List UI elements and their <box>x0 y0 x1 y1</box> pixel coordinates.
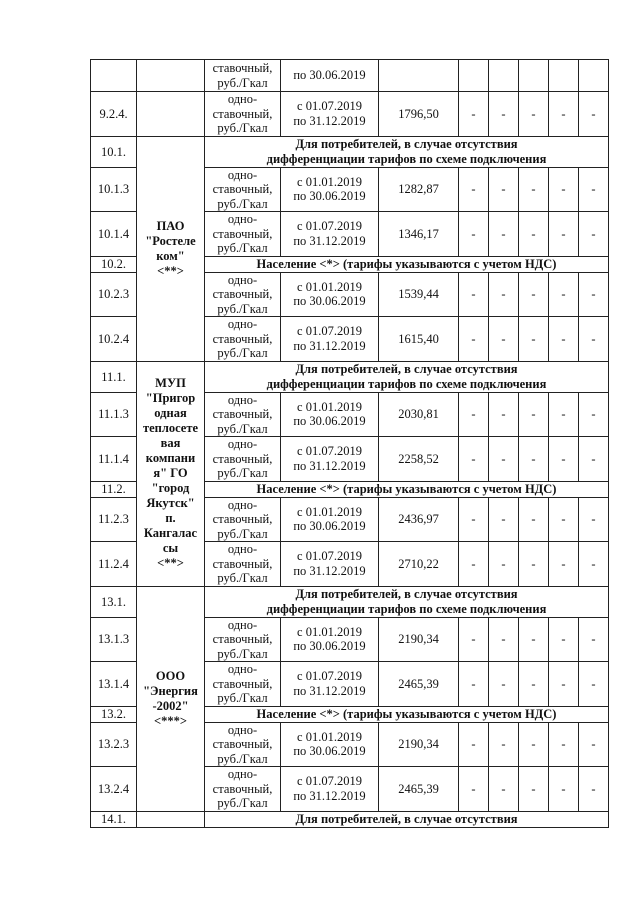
dash-cell: - <box>519 212 549 257</box>
dash-cell: - <box>459 317 489 362</box>
dash-cell <box>549 60 579 92</box>
row-number <box>91 60 137 92</box>
dash-cell: - <box>489 167 519 212</box>
row-number: 11.1. <box>91 361 137 392</box>
dash-cell: - <box>549 272 579 317</box>
row-number: 13.2.4 <box>91 767 137 812</box>
row-number: 13.2. <box>91 706 137 722</box>
dash-cell: - <box>459 92 489 137</box>
dash-cell: - <box>519 497 549 542</box>
dash-cell: - <box>519 662 549 707</box>
dash-cell: - <box>579 92 609 137</box>
tariff-value: 2030,81 <box>379 392 459 437</box>
dash-cell: - <box>519 722 549 767</box>
dash-cell: - <box>549 92 579 137</box>
dash-cell: - <box>579 542 609 587</box>
dash-cell: - <box>459 497 489 542</box>
section-heading: Население <*> (тарифы указываются с учетом НДС) <box>205 706 609 722</box>
period: с 01.07.2019 по 31.12.2019 <box>281 767 379 812</box>
row-number: 14.1. <box>91 811 137 827</box>
section-heading: Для потребителей, в случае отсутствия дифференциации тарифов по схеме подключения <box>205 586 609 617</box>
dash-cell <box>519 60 549 92</box>
section-heading: Для потребителей, в случае отсутствия дифференциации тарифов по схеме подключения <box>205 136 609 167</box>
dash-cell <box>579 60 609 92</box>
period: с 01.07.2019 по 31.12.2019 <box>281 212 379 257</box>
period: с 01.01.2019 по 30.06.2019 <box>281 392 379 437</box>
dash-cell: - <box>519 317 549 362</box>
dash-cell: - <box>489 272 519 317</box>
period: с 01.01.2019 по 30.06.2019 <box>281 497 379 542</box>
dash-cell: - <box>579 317 609 362</box>
period: с 01.01.2019 по 30.06.2019 <box>281 722 379 767</box>
rate-type: одно- ставочный, руб./Гкал <box>205 497 281 542</box>
dash-cell: - <box>519 392 549 437</box>
dash-cell: - <box>579 497 609 542</box>
row-number: 11.2.3 <box>91 497 137 542</box>
row-number: 9.2.4. <box>91 92 137 137</box>
tariff-value: 1796,50 <box>379 92 459 137</box>
rate-type: одно- ставочный, руб./Гкал <box>205 392 281 437</box>
rate-type: одно- ставочный, руб./Гкал <box>205 317 281 362</box>
tariff-value: 1615,40 <box>379 317 459 362</box>
dash-cell: - <box>459 272 489 317</box>
period: с 01.01.2019 по 30.06.2019 <box>281 272 379 317</box>
dash-cell: - <box>489 497 519 542</box>
dash-cell: - <box>489 542 519 587</box>
org-name-rostelecom: ПАО "Ростеле ком" <**> <box>137 136 205 361</box>
rate-type: одно- ставочный, руб./Гкал <box>205 167 281 212</box>
dash-cell: - <box>579 167 609 212</box>
rate-type: одно- ставочный, руб./Гкал <box>205 767 281 812</box>
dash-cell: - <box>489 722 519 767</box>
period: с 01.01.2019 по 30.06.2019 <box>281 167 379 212</box>
rate-type: одно- ставочный, руб./Гкал <box>205 722 281 767</box>
dash-cell: - <box>459 212 489 257</box>
row-number: 13.1.3 <box>91 617 137 662</box>
dash-cell: - <box>549 497 579 542</box>
table-row <box>91 92 609 137</box>
dash-cell: - <box>549 167 579 212</box>
dash-cell: - <box>489 392 519 437</box>
dash-cell: - <box>579 662 609 707</box>
dash-cell: - <box>549 212 579 257</box>
dash-cell: - <box>489 92 519 137</box>
dash-cell: - <box>519 92 549 137</box>
period: с 01.07.2019 по 31.12.2019 <box>281 92 379 137</box>
row-number: 10.2. <box>91 256 137 272</box>
dash-cell: - <box>549 437 579 482</box>
dash-cell: - <box>549 317 579 362</box>
tariff-value: 2465,39 <box>379 662 459 707</box>
period: с 01.07.2019 по 31.12.2019 <box>281 662 379 707</box>
table-row <box>91 811 609 827</box>
tariff-value: 2190,34 <box>379 617 459 662</box>
table-row <box>91 361 609 392</box>
row-number: 11.1.4 <box>91 437 137 482</box>
org-name-mup: МУП "Пригор одная теплосете вая компани я" ГО "город Якутск" п. Кангалас сы <**> <box>137 361 205 586</box>
tariff-value: 1539,44 <box>379 272 459 317</box>
period: с 01.01.2019 по 30.06.2019 <box>281 617 379 662</box>
section-heading: Население <*> (тарифы указываются с учетом НДС) <box>205 256 609 272</box>
dash-cell: - <box>459 167 489 212</box>
dash-cell: - <box>549 662 579 707</box>
org-name <box>137 92 205 137</box>
dash-cell: - <box>519 617 549 662</box>
dash-cell: - <box>519 542 549 587</box>
dash-cell: - <box>579 617 609 662</box>
dash-cell: - <box>579 767 609 812</box>
tariff-value <box>379 60 459 92</box>
dash-cell: - <box>519 272 549 317</box>
rate-type: одно- ставочный, руб./Гкал <box>205 617 281 662</box>
dash-cell: - <box>489 617 519 662</box>
dash-cell: - <box>549 542 579 587</box>
period: по 30.06.2019 <box>281 60 379 92</box>
dash-cell: - <box>489 662 519 707</box>
org-name <box>137 811 205 827</box>
period: с 01.07.2019 по 31.12.2019 <box>281 317 379 362</box>
row-number: 11.1.3 <box>91 392 137 437</box>
dash-cell: - <box>579 272 609 317</box>
rate-type: одно- ставочный, руб./Гкал <box>205 662 281 707</box>
dash-cell: - <box>579 392 609 437</box>
org-name <box>137 60 205 92</box>
dash-cell: - <box>489 437 519 482</box>
row-number: 10.1.4 <box>91 212 137 257</box>
row-number: 13.2.3 <box>91 722 137 767</box>
dash-cell: - <box>579 722 609 767</box>
tariff-table <box>90 59 609 828</box>
tariff-value: 2465,39 <box>379 767 459 812</box>
period: с 01.07.2019 по 31.12.2019 <box>281 437 379 482</box>
tariff-value: 1282,87 <box>379 167 459 212</box>
section-heading: Для потребителей, в случае отсутствия <box>205 811 609 827</box>
table-row <box>91 586 609 617</box>
table-row <box>91 60 609 92</box>
dash-cell: - <box>459 767 489 812</box>
dash-cell: - <box>459 662 489 707</box>
row-number: 13.1.4 <box>91 662 137 707</box>
dash-cell: - <box>459 392 489 437</box>
tariff-value: 2436,97 <box>379 497 459 542</box>
rate-type: ставочный, руб./Гкал <box>205 60 281 92</box>
period: с 01.07.2019 по 31.12.2019 <box>281 542 379 587</box>
rate-type: одно- ставочный, руб./Гкал <box>205 212 281 257</box>
row-number: 10.2.3 <box>91 272 137 317</box>
dash-cell: - <box>519 437 549 482</box>
row-number: 11.2.4 <box>91 542 137 587</box>
dash-cell: - <box>519 167 549 212</box>
table-row <box>91 136 609 167</box>
section-heading: Население <*> (тарифы указываются с учетом НДС) <box>205 481 609 497</box>
dash-cell: - <box>489 767 519 812</box>
row-number: 13.1. <box>91 586 137 617</box>
tariff-value: 1346,17 <box>379 212 459 257</box>
row-number: 10.1. <box>91 136 137 167</box>
dash-cell: - <box>579 212 609 257</box>
dash-cell: - <box>489 212 519 257</box>
dash-cell: - <box>549 722 579 767</box>
dash-cell: - <box>549 767 579 812</box>
row-number: 11.2. <box>91 481 137 497</box>
dash-cell: - <box>579 437 609 482</box>
dash-cell <box>489 60 519 92</box>
rate-type: одно- ставочный, руб./Гкал <box>205 542 281 587</box>
dash-cell <box>459 60 489 92</box>
dash-cell: - <box>549 617 579 662</box>
rate-type: одно- ставочный, руб./Гкал <box>205 437 281 482</box>
tariff-value: 2190,34 <box>379 722 459 767</box>
org-name-energiya: ООО "Энергия -2002" <***> <box>137 586 205 811</box>
row-number: 10.1.3 <box>91 167 137 212</box>
dash-cell: - <box>519 767 549 812</box>
dash-cell: - <box>459 542 489 587</box>
dash-cell: - <box>489 317 519 362</box>
dash-cell: - <box>459 617 489 662</box>
rate-type: одно- ставочный, руб./Гкал <box>205 92 281 137</box>
tariff-value: 2710,22 <box>379 542 459 587</box>
dash-cell: - <box>549 392 579 437</box>
rate-type: одно- ставочный, руб./Гкал <box>205 272 281 317</box>
row-number: 10.2.4 <box>91 317 137 362</box>
section-heading: Для потребителей, в случае отсутствия дифференциации тарифов по схеме подключения <box>205 361 609 392</box>
tariff-value: 2258,52 <box>379 437 459 482</box>
dash-cell: - <box>459 722 489 767</box>
dash-cell: - <box>459 437 489 482</box>
